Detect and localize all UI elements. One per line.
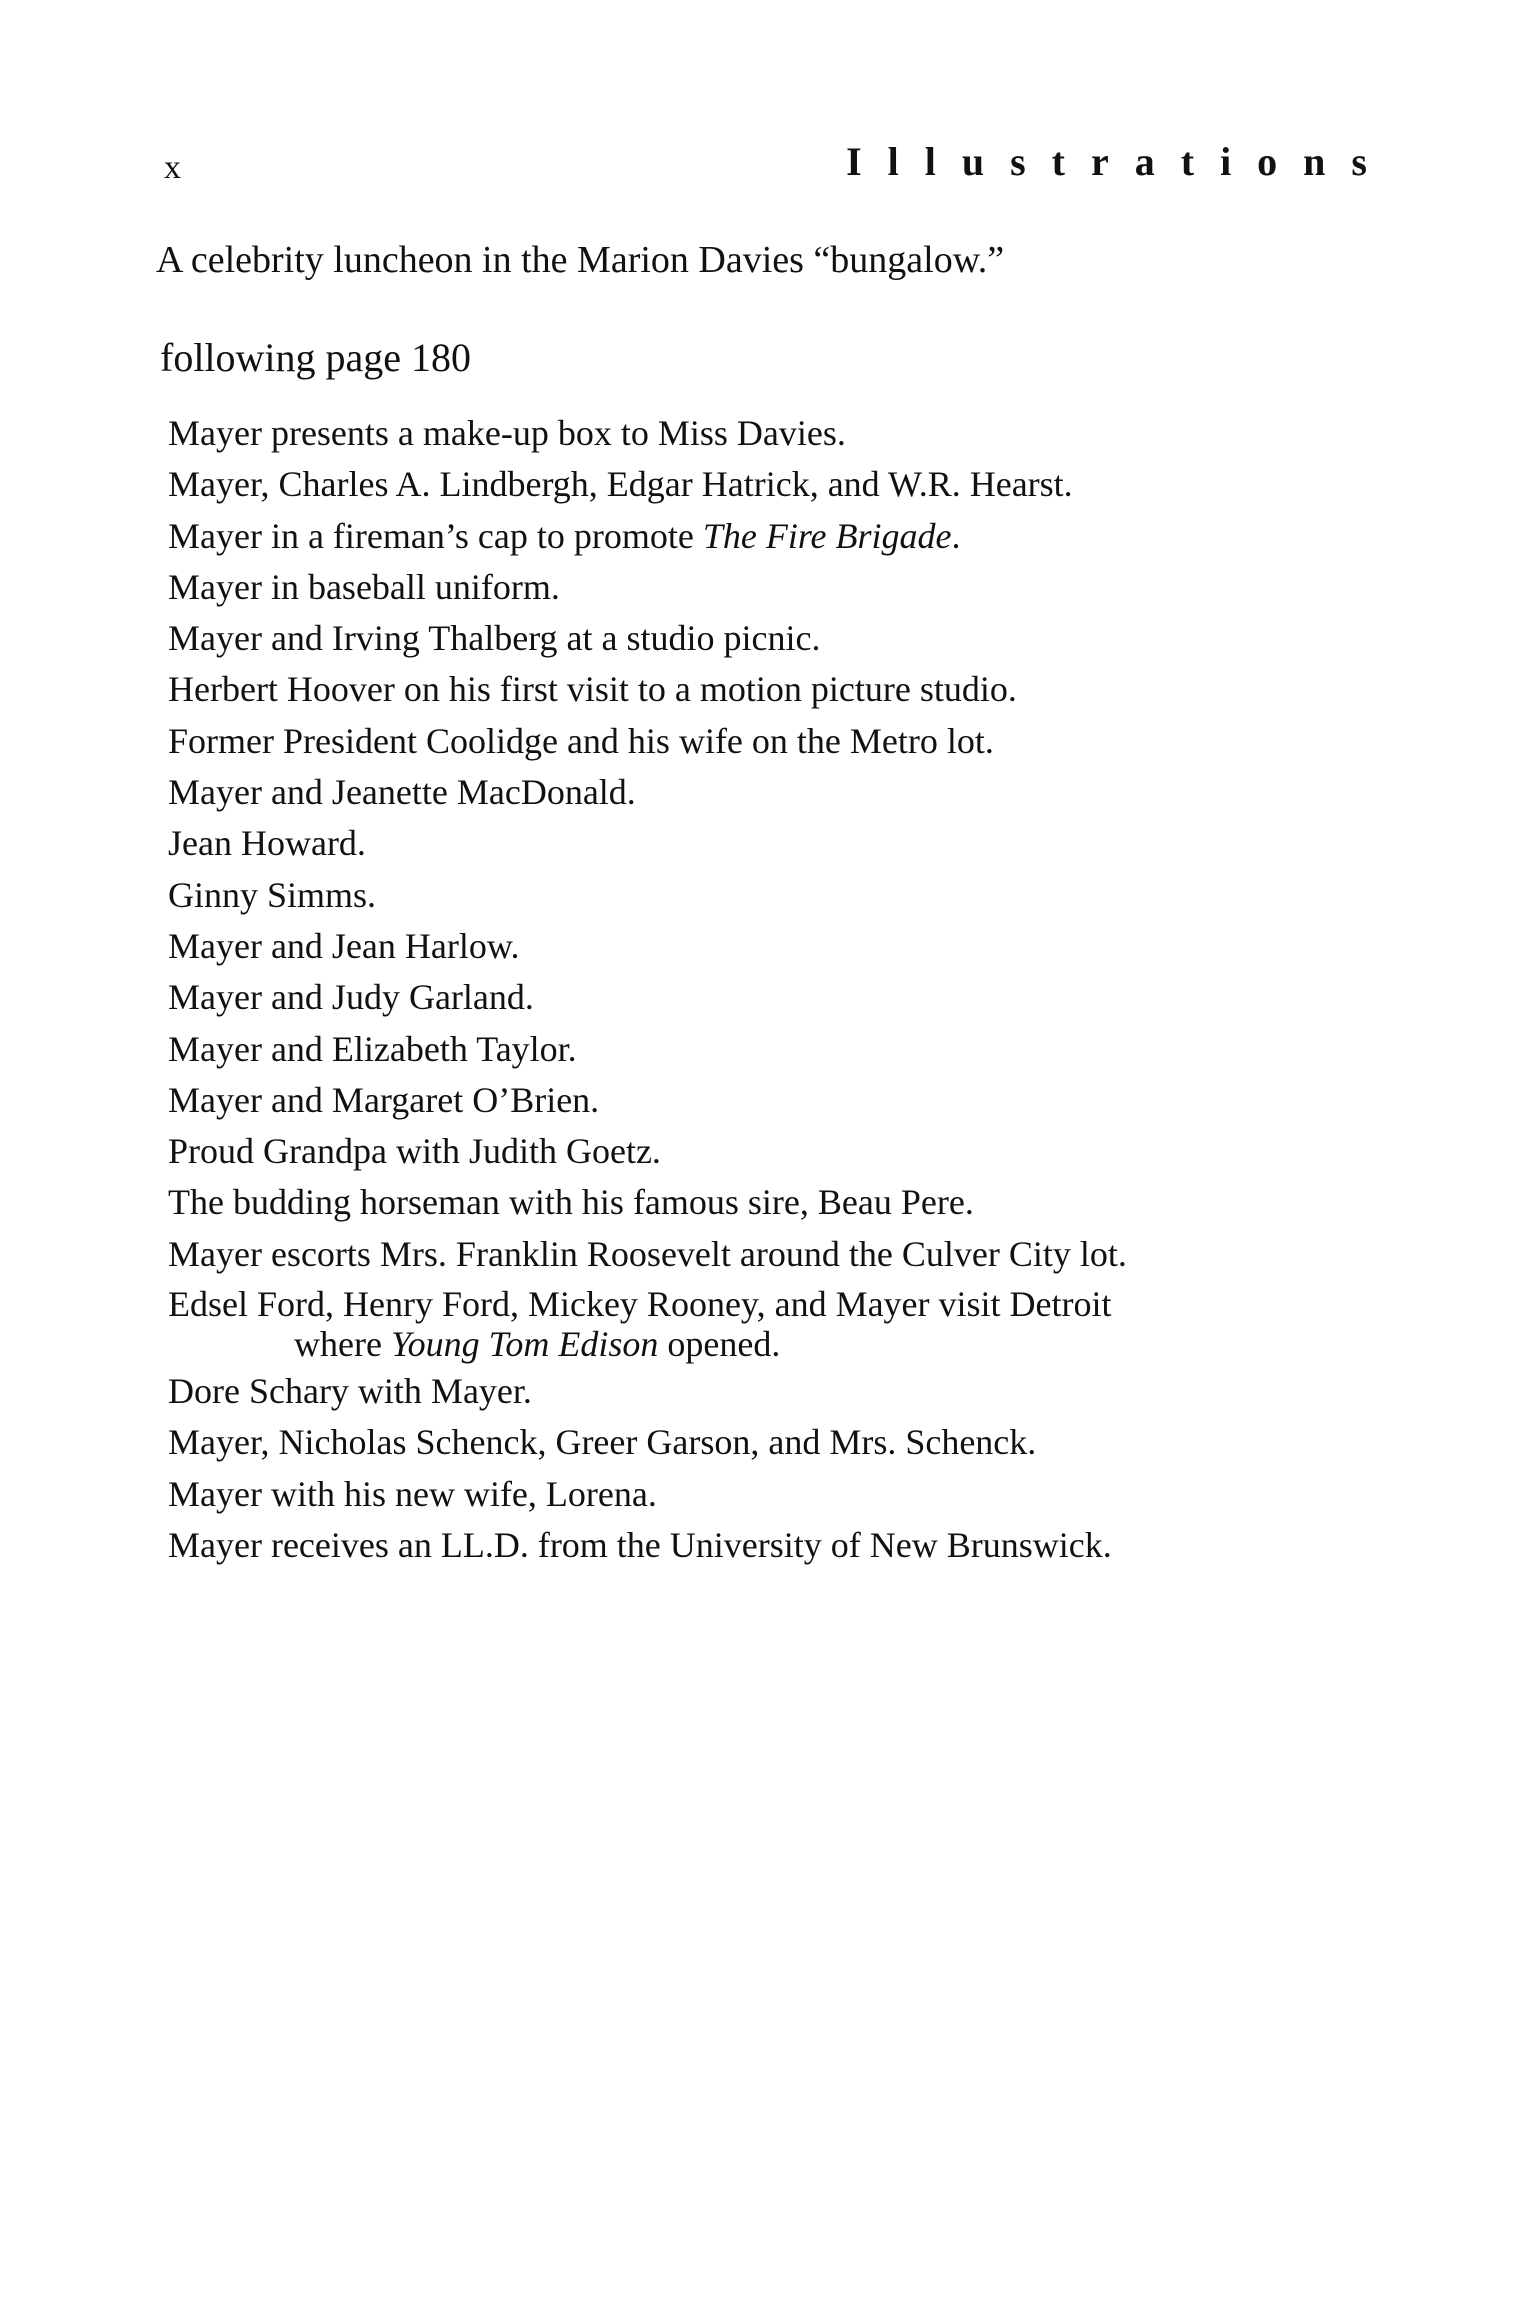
item-text: Edsel Ford, Henry Ford, Mickey Rooney, and Mayer visit Detroit	[168, 1284, 1112, 1325]
list-item: Dore Schary with Mayer.	[168, 1371, 532, 1412]
list-item: Mayer escorts Mrs. Franklin Roosevelt around the Culver City lot.	[168, 1233, 1127, 1274]
list-item: Jean Howard.	[168, 823, 366, 864]
item-text: .	[951, 515, 961, 556]
film-title: The Fire Brigade	[702, 515, 952, 556]
illustration-caption-carryover: A celebrity luncheon in the Marion Davies “bungalow.”	[156, 239, 1005, 281]
item-continuation	[168, 1322, 1408, 1366]
list-item: Mayer in baseball uniform.	[168, 566, 560, 607]
list-item: Mayer and Irving Thalberg at a studio picnic.	[168, 618, 821, 659]
list-item: Mayer, Charles A. Lindbergh, Edgar Hatrick, and W.R. Hearst.	[168, 464, 1073, 505]
list-item: Mayer and Jean Harlow.	[168, 925, 520, 966]
illustration-list	[168, 408, 1408, 1571]
list-item: Mayer presents a make-up box to Miss Davies.	[168, 413, 846, 453]
list-item: Mayer and Margaret O’Brien.	[168, 1079, 600, 1120]
list-item: Proud Grandpa with Judith Goetz.	[168, 1131, 661, 1172]
list-item: Mayer and Elizabeth Taylor.	[168, 1028, 577, 1069]
list-item: Mayer and Jeanette MacDonald.	[168, 772, 636, 813]
list-item: Herbert Hoover on his first visit to a motion picture studio.	[168, 669, 1017, 710]
running-head: Illustrations	[846, 139, 1393, 184]
list-item: Mayer, Nicholas Schenck, Greer Garson, and Mrs. Schenck.	[168, 1422, 1037, 1463]
section-heading: following page 180	[160, 335, 472, 380]
item-text: where	[294, 1324, 391, 1365]
list-item: Mayer with his new wife, Lorena.	[168, 1473, 657, 1514]
list-item: Ginny Simms.	[168, 874, 377, 915]
film-title: Young Tom Edison	[390, 1324, 659, 1365]
item-text: opened.	[658, 1324, 781, 1365]
page-number: x	[164, 149, 181, 186]
list-item: The budding horseman with his famous sire, Beau Pere.	[168, 1182, 974, 1223]
item-text: Mayer in a fireman’s cap to promote	[168, 515, 703, 556]
list-item: Former President Coolidge and his wife on the Metro lot.	[168, 720, 994, 761]
list-item	[168, 1280, 1408, 1366]
list-item: Mayer receives an LL.D. from the University of New Brunswick.	[168, 1524, 1112, 1565]
list-item	[168, 511, 1408, 562]
list-item: Mayer and Judy Garland.	[168, 977, 534, 1018]
